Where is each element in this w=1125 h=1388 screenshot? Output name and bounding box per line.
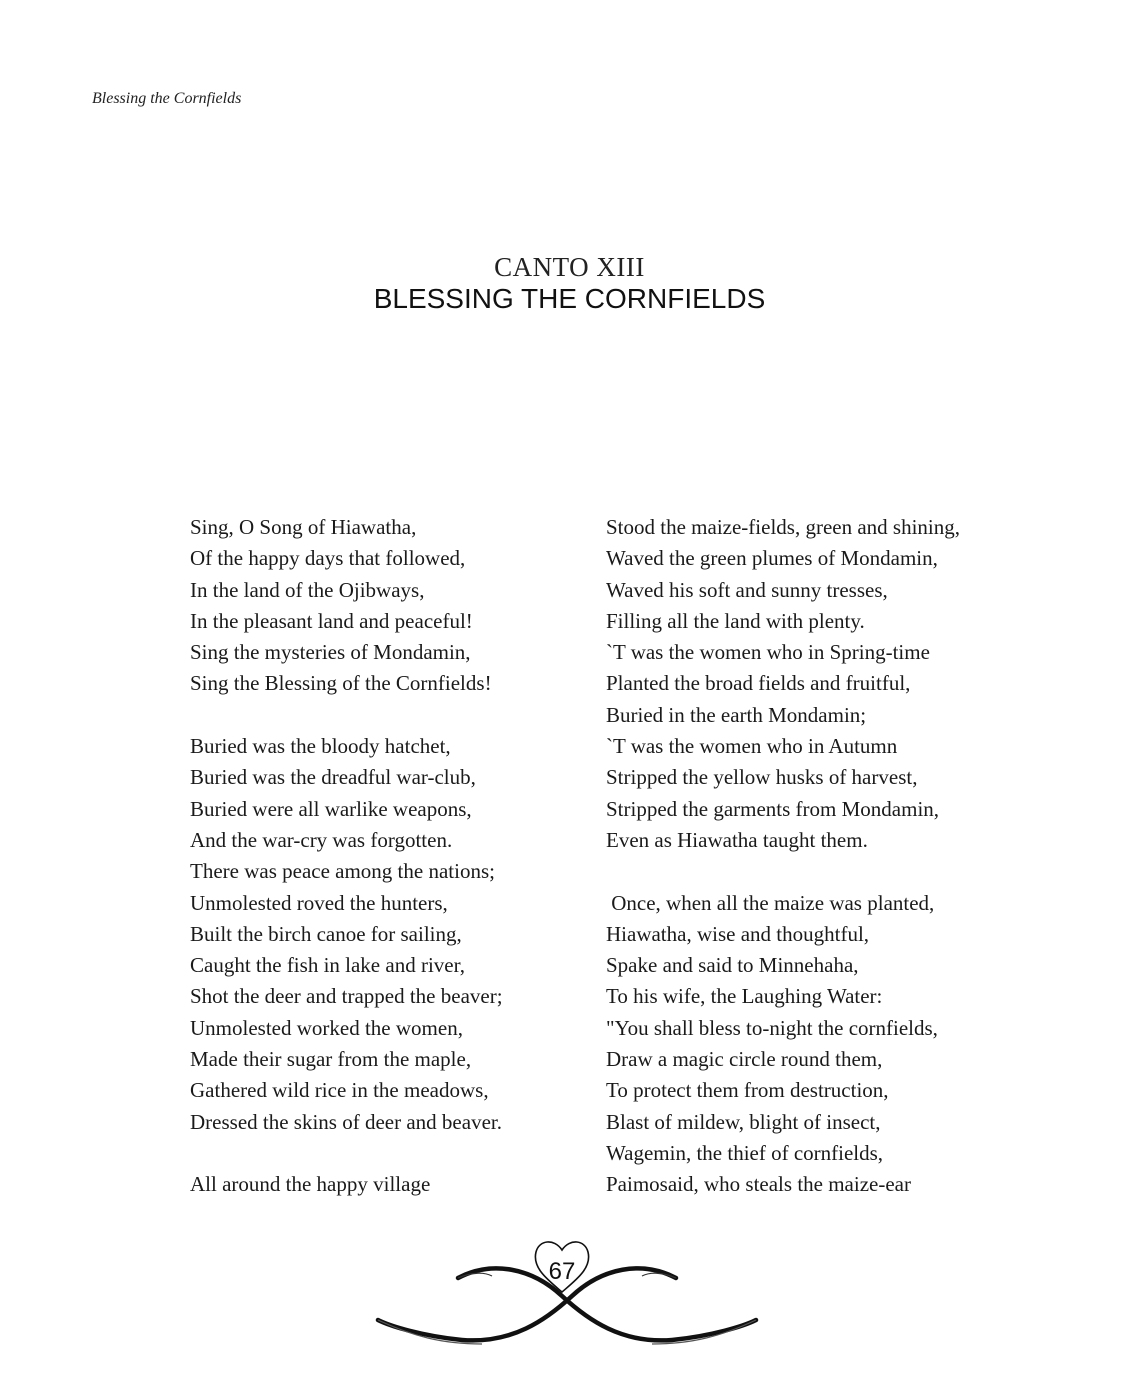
poem-line: Sing the mysteries of Mondamin, <box>190 640 471 665</box>
poem-line: Built the birch canoe for sailing, <box>190 921 462 946</box>
poem-line: Paimosaid, who steals the maize-ear <box>606 1172 911 1197</box>
poem-line: To his wife, the Laughing Water: <box>606 984 883 1009</box>
poem-line: To protect them from destruction, <box>606 1078 889 1103</box>
poem-line: `T was the women who in Spring-time <box>606 640 930 665</box>
poem-line: Sing, O Song of Hiawatha, <box>190 515 417 539</box>
poem-line: Gathered wild rice in the meadows, <box>190 1078 489 1103</box>
stanza-break <box>190 700 503 731</box>
poem-line: In the land of the Ojibways, <box>190 577 425 602</box>
poem-line: There was peace among the nations; <box>190 859 495 884</box>
poem-line: In the pleasant land and peaceful! <box>190 608 473 633</box>
poem-line: Stood the maize-fields, green and shining, <box>606 515 960 539</box>
poem-line: Stripped the garments from Mondamin, <box>606 796 940 821</box>
poem-line: Even as Hiawatha taught them. <box>606 827 868 852</box>
page-number: 67 <box>548 1258 576 1285</box>
poem-line: Buried were all warlike weapons, <box>190 796 472 821</box>
poem-line: Unmolested worked the women, <box>190 1015 463 1040</box>
poem-line: "You shall bless to-night the cornfields, <box>606 1015 938 1040</box>
poem-line: Waved his soft and sunny tresses, <box>606 577 888 602</box>
poem-line: Waved the green plumes of Mondamin, <box>606 546 938 571</box>
poem-line: Planted the broad fields and fruitful, <box>606 671 911 696</box>
poem-line: Buried was the bloody hatchet, <box>190 734 451 759</box>
poem-right-column <box>606 512 960 1201</box>
poem-line: Caught the fish in lake and river, <box>190 953 465 978</box>
poem-line: Filling all the land with plenty. <box>606 608 865 633</box>
poem-line: Buried was the dreadful war-club, <box>190 765 476 790</box>
heart-flourish-icon <box>372 1232 760 1352</box>
stanza-break <box>190 1138 503 1169</box>
stanza-break <box>606 856 960 887</box>
poem-line: Dressed the skins of deer and beaver. <box>190 1109 502 1134</box>
poem-line: Buried in the earth Mondamin; <box>606 702 867 727</box>
poem-line: Made their sugar from the maple, <box>190 1047 472 1072</box>
poem-left-column <box>190 512 503 1201</box>
poem-line: Sing the Blessing of the Cornfields! <box>190 671 492 696</box>
poem-line: And the war-cry was forgotten. <box>190 827 453 852</box>
poem-line: Once, when all the maize was planted, <box>606 890 935 915</box>
poem-line: `T was the women who in Autumn <box>606 734 898 759</box>
poem-line: Spake and said to Minnehaha, <box>606 953 859 978</box>
canto-number: CANTO XIII <box>494 252 645 282</box>
poem-line: Stripped the yellow husks of harvest, <box>606 765 918 790</box>
running-title: Blessing the Cornfields <box>92 90 242 107</box>
poem-line: Wagemin, the thief of cornfields, <box>606 1140 884 1165</box>
poem-line: Of the happy days that followed, <box>190 546 466 571</box>
canto-title: BLESSING THE CORNFIELDS <box>373 283 766 314</box>
poem-line: Hiawatha, wise and thoughtful, <box>606 921 870 946</box>
poem-line: Draw a magic circle round them, <box>606 1047 883 1072</box>
poem-line: Blast of mildew, blight of insect, <box>606 1109 881 1134</box>
poem-line: Unmolested roved the hunters, <box>190 890 448 915</box>
poem-line: Shot the deer and trapped the beaver; <box>190 984 503 1009</box>
poem-line: All around the happy village <box>190 1172 431 1197</box>
